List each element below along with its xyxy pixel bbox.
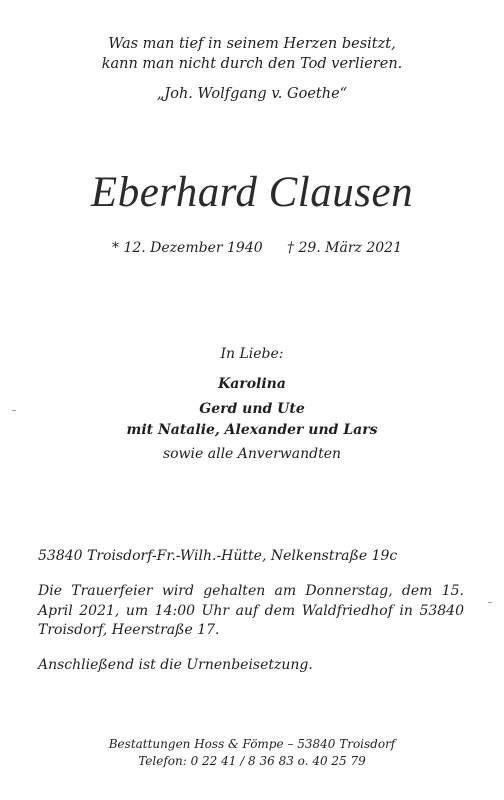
mourner-name: Gerd und Ute — [199, 401, 305, 417]
deceased-name: Eberhard Clausen — [90, 169, 414, 216]
undertaker-line: Bestattungen Hoss & Fömpe – 53840 Troisdorf — [108, 737, 396, 751]
death-date: † 29. März 2021 — [287, 240, 402, 256]
mourner-name: mit Natalie, Alexander und Lars — [126, 422, 378, 438]
quote-line-2: kann man nicht durch den Tod verlieren. — [101, 56, 403, 72]
quote-line-1: Was man tief in seinem Herzen besitzt, — [108, 36, 396, 52]
relatives-line: sowie alle Anverwandten — [162, 446, 342, 462]
quote-author: „Joh. Wolfgang v. Goethe“ — [156, 86, 348, 102]
urn-burial-note: Anschließend ist die Urnenbeisetzung. — [38, 657, 313, 673]
mourners-intro: In Liebe: — [220, 346, 284, 362]
scan-mark — [488, 602, 492, 603]
mourner-name: Karolina — [218, 376, 286, 392]
scan-mark — [12, 410, 16, 411]
ceremony-details: Die Trauerfeier wird gehalten am Donnerstag, dem 15. April 2021, um 14:00 Uhr auf dem Waldfriedhof in 53840 Troisdorf, Heerstraße 17. — [38, 583, 464, 638]
birth-date: * 12. Dezember 1940 — [112, 240, 263, 256]
mourning-address: 53840 Troisdorf-Fr.-Wilh.-Hütte, Nelkenstraße 19c — [38, 548, 398, 564]
phone-line: Telefon: 0 22 41 / 8 36 83 o. 40 25 79 — [138, 754, 366, 768]
